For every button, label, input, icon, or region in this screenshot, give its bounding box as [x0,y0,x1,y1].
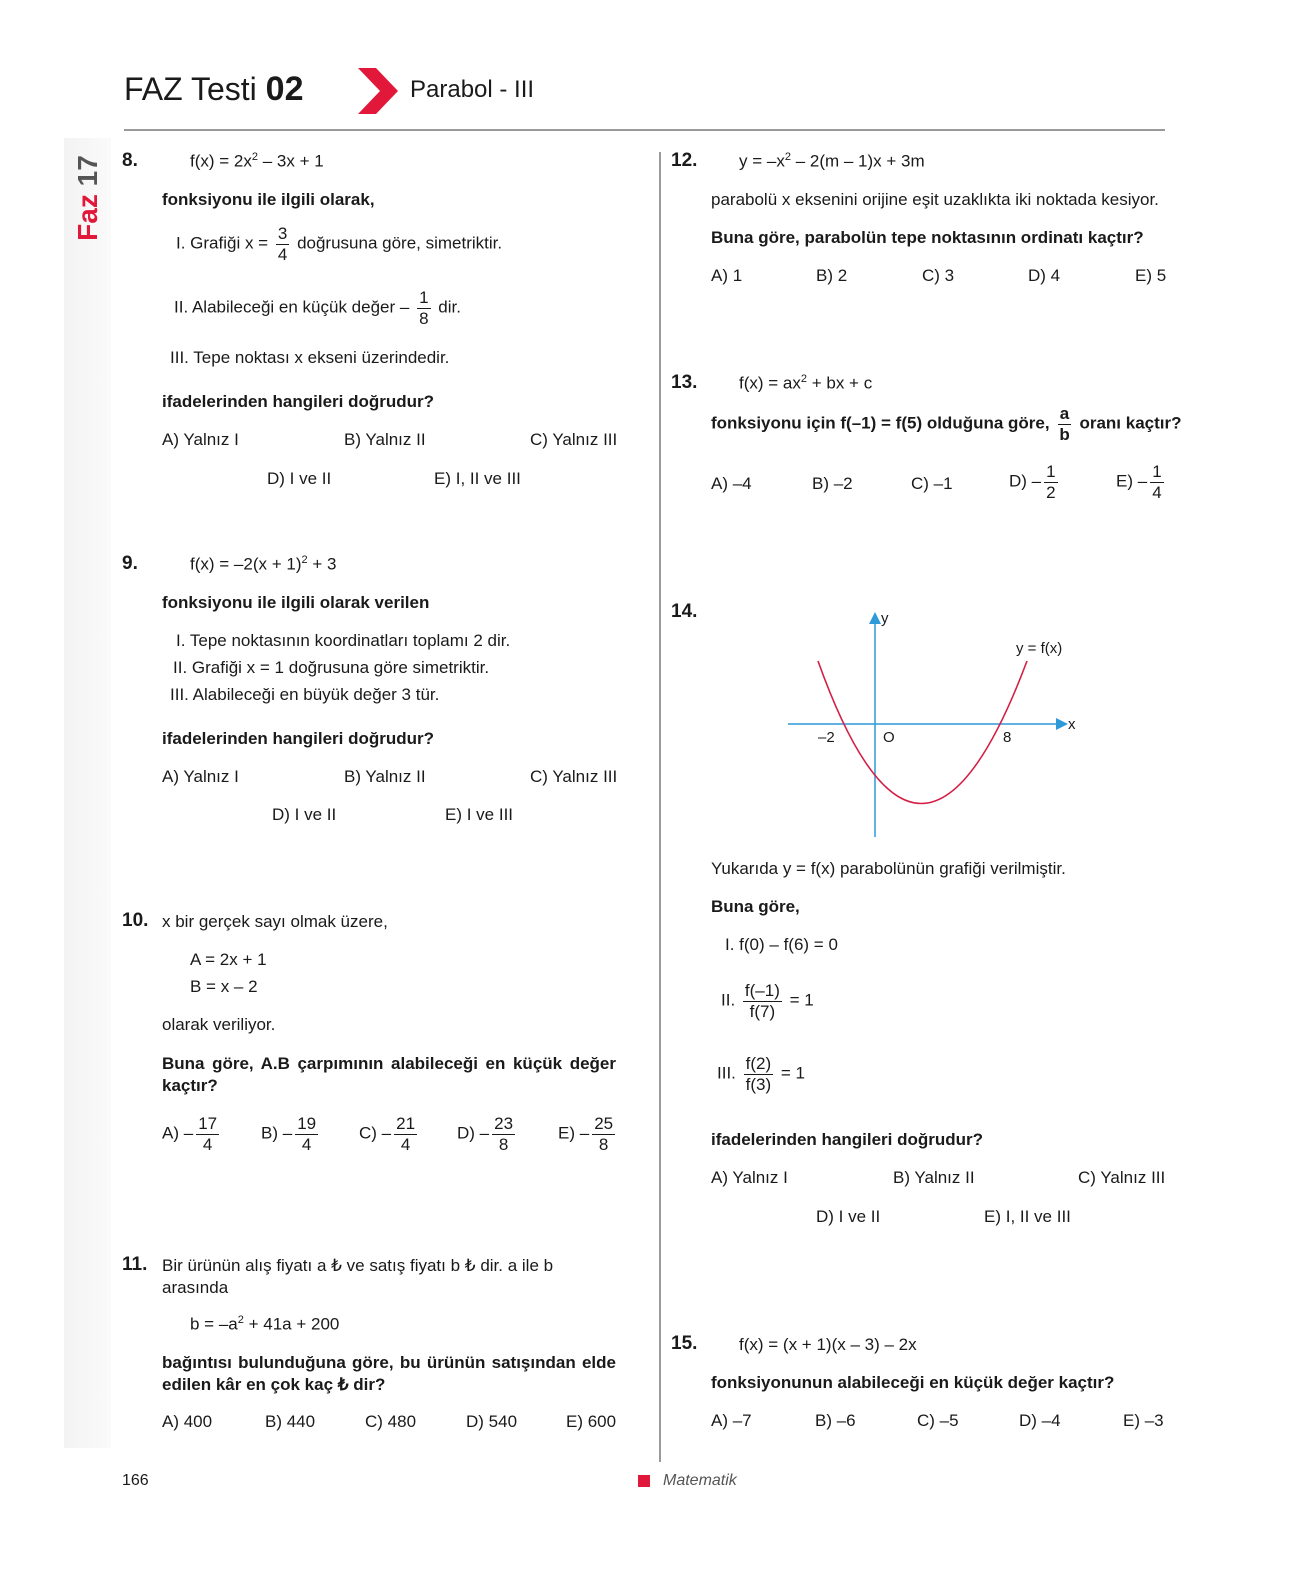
fraction: $\frac{f(-1)}{f(7)}$ [744,981,780,1021]
q14-statement-2: II. $\frac{f(-1)}{f(7)}$ = 1 [721,981,814,1021]
q14-statement-3: III. $\frac{f(2)}{f(3)}$ = 1 [717,1054,805,1094]
q8-option-e[interactable]: E) I, II ve III [434,469,521,488]
question-number-15: 15. [671,1333,698,1354]
q9-option-b[interactable]: B) Yalnız II [344,767,426,786]
q15-option-c[interactable]: C) –5 [917,1411,959,1430]
q9-statement-1: I. Tepe noktasının koordinatları toplamı 2 dir. [176,631,511,650]
side-strip [64,138,111,1448]
question-number-9: 9. [122,553,138,574]
q14-option-b[interactable]: B) Yalnız II [893,1168,975,1187]
side-label [70,150,106,250]
curve-label: y = f(x) [1016,640,1063,657]
q10-equation-a: A = 2x + 1 [190,950,267,969]
q10-option-d[interactable]: D) – $\frac{23}{8}$ [457,1114,514,1154]
topic-title: Parabol - III [410,76,535,103]
q13-option-d[interactable]: D) – $\frac{1}{2}$ [1009,462,1056,502]
footer-square-icon [638,1475,650,1487]
side-label-faz: Faz [72,194,103,241]
footer-subject: Matematik [663,1472,737,1489]
q11-question: bağıntısı bulunduğuna göre, bu ürünün satışından elde edilen kâr en çok kaç ₺ dir? [162,1353,616,1394]
q12-option-a[interactable]: A) 1 [711,266,743,285]
x-axis-label: x [1068,716,1076,733]
column-divider [659,152,661,1462]
chevron-right-icon [358,68,400,114]
q15-option-e[interactable]: E) –3 [1123,1411,1164,1430]
q13-option-e[interactable]: E) – $\frac{1}{4}$ [1116,462,1162,502]
q9-function: $f(x) = -2(x + 1)^2 + 3$ [190,554,337,574]
q14-option-d[interactable]: D) I ve II [816,1207,881,1226]
q11-option-d[interactable]: D) 540 [466,1412,518,1431]
root-left-label: –2 [818,729,835,746]
q8-statement-2: II. Alabileceği en küçük değer – $\frac{1}{8}$ dir. [174,288,461,328]
q13-option-b[interactable]: B) –2 [812,474,853,493]
q12-question: Buna göre, parabolün tepe noktasının ordinatı kaçtır? [711,228,1144,247]
q11-equation: $b = -a^2 + 41a + 200$ [190,1314,340,1334]
page-number: 166 [122,1472,149,1489]
q10-option-e[interactable]: E) – $\frac{25}{8}$ [558,1114,614,1154]
page-header [124,68,1164,118]
fraction: $\frac{1}{8}$ [419,288,429,328]
question-number-11: 11. [122,1254,148,1275]
q14-option-c[interactable]: C) Yalnız III [1078,1168,1166,1187]
q14-question: ifadelerinden hangileri doğrudur? [711,1130,984,1149]
q14-intro: Yukarıda y = f(x) parabolünün grafiği verilmiştir. [711,859,1066,878]
q10-option-b[interactable]: B) – $\frac{19}{4}$ [261,1114,317,1154]
q15-option-a[interactable]: A) –7 [711,1411,752,1430]
q11-intro: Bir ürünün alış fiyatı a ₺ ve satış fiyatı b ₺ dir. a ile b arasında [162,1256,554,1297]
fraction: $\frac{f(2)}{f(3)}$ [745,1054,772,1094]
root-right-label: 8 [1003,729,1012,746]
q8-statement-3: III. Tepe noktası x ekseni üzerindedir. [170,348,450,367]
q15-option-b[interactable]: B) –6 [815,1411,856,1430]
q12-function: $y = -x^2 - 2(m - 1)x + 3m$ [739,151,925,171]
test-title: FAZ Testi 02 [124,70,304,108]
q10-option-c[interactable]: C) – $\frac{21}{4}$ [359,1114,416,1154]
q11-option-a[interactable]: A) 400 [162,1412,213,1431]
q9-statement-2: II. Grafiği x = 1 doğrusuna göre simetriktir. [173,658,490,677]
q14-statement-1: I. f(0) – f(6) = 0 [725,935,838,954]
q8-option-a[interactable]: A) Yalnız I [162,430,239,449]
q11-option-b[interactable]: B) 440 [265,1412,316,1431]
q10-equation-b: B = x – 2 [190,977,258,996]
q9-intro: fonksiyonu ile ilgili olarak verilen [162,593,430,612]
q8-option-c[interactable]: C) Yalnız III [530,430,618,449]
q8-option-d[interactable]: D) I ve II [267,469,332,488]
fraction: $\frac{3}{4}$ [277,224,288,264]
question-number-8: 8. [122,150,138,171]
q9-statement-3: III. Alabileceği en büyük değer 3 tür. [170,685,440,704]
q8-function: $f(x) = 2x^2 - 3x + 1$ [190,151,324,171]
header-rule [124,129,1165,131]
q9-option-c[interactable]: C) Yalnız III [530,767,618,786]
y-axis-label: y [881,610,889,627]
q13-question: fonksiyonu için f(–1) = f(5) olduğuna göre, $\frac{a}{b}$ oranı kaçtır? [711,404,1182,444]
q8-statement-1: I. Grafiği x = $\frac{3}{4}$ doğrusuna göre, simetriktir. [176,224,503,264]
q14-option-a[interactable]: A) Yalnız I [711,1168,788,1187]
q9-question: ifadelerinden hangileri doğrudur? [162,729,435,748]
side-label-num: 17 [72,155,103,187]
q10-question: Buna göre, A.B çarpımının alabileceği en küçük değer kaçtır? [162,1054,616,1095]
question-number-14: 14. [671,601,698,622]
q13-option-a[interactable]: A) –4 [711,474,752,493]
q14-option-e[interactable]: E) I, II ve III [984,1207,1071,1226]
q15-function: f(x) = (x + 1)(x – 3) – 2x [739,1335,917,1354]
question-number-13: 13. [671,372,698,393]
q9-option-d[interactable]: D) I ve II [272,805,337,824]
q12-option-c[interactable]: C) 3 [922,266,955,285]
q8-question: ifadelerinden hangileri doğrudur? [162,392,435,411]
q9-option-e[interactable]: E) I ve III [445,805,514,824]
q15-question: fonksiyonunun alabileceği en küçük değer kaçtır? [711,1373,1115,1392]
q10-given: olarak veriliyor. [162,1015,276,1034]
q8-option-b[interactable]: B) Yalnız II [344,430,426,449]
q9-option-a[interactable]: A) Yalnız I [162,767,239,786]
q12-intro: parabolü x eksenini orijine eşit uzaklıkta iki noktada kesiyor. [711,190,1159,209]
q11-option-c[interactable]: C) 480 [365,1412,417,1431]
q12-option-d[interactable]: D) 4 [1028,266,1061,285]
question-number-12: 12. [671,150,698,171]
q15-option-d[interactable]: D) –4 [1019,1411,1061,1430]
origin-label: O [883,729,895,746]
q10-option-a[interactable]: A) – $\frac{17}{4}$ [162,1114,218,1154]
q10-intro: x bir gerçek sayı olmak üzere, [162,912,388,931]
q14-lead: Buna göre, [711,897,800,916]
q13-option-c[interactable]: C) –1 [911,474,953,493]
q14-parabola-graph [780,605,1080,841]
fraction: $\frac{a}{b}$ [1059,404,1070,444]
question-number-10: 10. [122,910,149,931]
q12-option-b[interactable]: B) 2 [816,266,848,285]
q13-function: $f(x) = ax^2$ + bx + c [739,373,873,393]
q12-option-e[interactable]: E) 5 [1135,266,1167,285]
q11-option-e[interactable]: E) 600 [566,1412,617,1431]
parabola-curve [818,661,1027,804]
q8-intro: fonksiyonu ile ilgili olarak, [162,190,375,209]
